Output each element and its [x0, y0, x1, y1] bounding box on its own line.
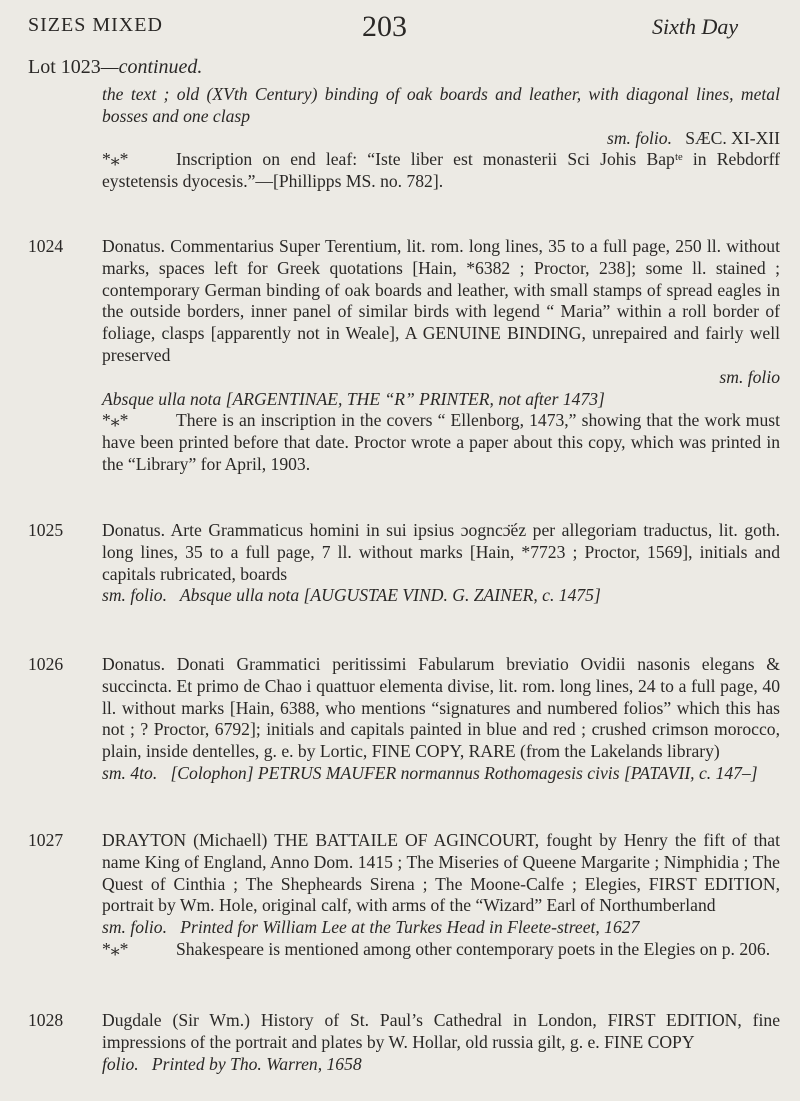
lot-1023-size-line: [102, 128, 780, 150]
continued-label: —continued.: [100, 56, 203, 78]
lot-1027-note-text: Shakespeare is mentioned among other contemporary poets in the Elegies on p. 206.: [176, 938, 771, 959]
lot-number-1026: 1026: [28, 654, 64, 674]
lot-continued-header: [28, 56, 202, 79]
lot-number-1025: 1025: [28, 520, 64, 540]
lot-1028-description: Dugdale (Sir Wm.) History of St. Paul’s Cathedral in London, FIRST EDITION, fine impressions of the portrait and plates by W. Hollar, old russia gilt, g. e. FINE COPY: [102, 1010, 780, 1052]
lot-1027-note: [102, 939, 780, 961]
page-number: 203: [362, 10, 407, 43]
lot-1028-size: folio.: [102, 1053, 139, 1074]
lot-1025-imprint: Absque ulla nota [AUGUSTAE VIND. G. ZAINER, c. 1475]: [179, 585, 601, 606]
lot-1024-size: sm. folio: [719, 366, 780, 387]
lot-1025-description: Donatus. Arte Grammaticus homini in sui ipsius ɔogncɔ̈éz per allegoriam traductus, lit. goth. long lines, 35 to a full page, 7 ll. without marks [Hain, *7723 ; Proctor, 1569], initials and capitals rubricated, boards: [102, 520, 780, 584]
lot-1026-imprint-line: [102, 763, 780, 785]
lot-1024-entry: [28, 236, 780, 476]
lot-1028-entry: [28, 1010, 780, 1075]
lot-1024-description: Donatus. Commentarius Super Terentium, lit. rom. long lines, 35 to a full page, 250 ll. without marks, spaces left for Greek quotations [Hain, *6382 ; Proctor, 238]; some ll. stained ; contemporary German binding of oak boards and leather, with small stamps of spread eagles in the outside borders, inner panel of similar birds with legend “ Maria” within a roll border of foliage, clasps [apparently not in Weale], A GENUINE BINDING, unrepaired and fairly well preserved: [102, 236, 780, 365]
lot-1023-note-text: Inscription on end leaf: “Iste liber est monasterii Sci Johis Bapᵗᵉ in Rebdorff eystetensis dyocesis.”—[Phillipps MS. no. 782].: [102, 149, 780, 192]
lot-1025-entry: [28, 520, 780, 607]
lot-1027-size: sm. folio.: [102, 917, 168, 938]
lot-number: 1023: [60, 56, 101, 78]
lot-1023-date: SÆC. XI-XII: [685, 127, 780, 148]
running-head-left: SIZES MIXED: [28, 14, 163, 36]
note-asterism: *⁎*: [102, 149, 129, 170]
lot-number-1028: 1028: [28, 1010, 64, 1030]
note-asterism: *⁎*: [102, 410, 129, 431]
lot-1025-imprint-line: [102, 585, 780, 607]
lot-1028-imprint: Printed by Tho. Warren, 1658: [151, 1053, 362, 1074]
lot-1023-note: [102, 149, 780, 193]
lot-number-1027: 1027: [28, 830, 64, 850]
lot-1023-description: the text ; old (XVth Century) binding of oak boards and leather, with diagonal lines, metal bosses and one clasp: [102, 84, 780, 126]
note-asterism: *⁎*: [102, 938, 129, 959]
lot-1026-description: Donatus. Donati Grammatici peritissimi Fabularum breviatio Ovidii nasonis elegans & succincta. Et primo de Chao i quattuor elementa divise, lit. rom. long lines, 24 to a full page, 40 ll. without marks [Hain, 6388, who mentions “signatures and numbered folios” which this has not ; ? Proctor, 6792]; initials and capitals painted in blue and red ; crushed crimson morocco, plain, inside dentelles, g. e. by Lortic, FINE COPY, RARE (from the Lakelands library): [102, 654, 780, 762]
lot-1027-entry: [28, 830, 780, 961]
lot-1024-note-text: There is an inscription in the covers “ Ellenborg, 1473,” showing that the work must have been printed before that date. Proctor wrote a paper about this copy, which was printed in the “Library” for April, 1903.: [102, 410, 780, 474]
lot-1024-note: [102, 410, 780, 475]
lot-word: Lot: [28, 56, 56, 78]
running-head-right: Sixth Day: [652, 14, 739, 39]
lot-1027-imprint: Printed for William Lee at the Turkes Head in Fleete-street, 1627: [180, 917, 640, 938]
lot-1026-imprint: [Colophon] PETRUS MAUFER normannus Rothomagesis civis [PATAVII, c. 147–]: [170, 762, 758, 783]
lot-1024-imprint: Absque ulla nota [ARGENTINAE, THE “R” PRINTER, not after 1473]: [102, 388, 605, 409]
lot-1027-description: DRAYTON (Michaell) THE BATTAILE OF AGINCOURT, fought by Henry the fift of that name King of England, Anno Dom. 1415 ; The Miseries of Queene Margarite ; Nimphidia ; The Quest of Cinthia ; The Shepheards Sirena ; The Moone-Calfe ; Elegies, FIRST EDITION, portrait by Wm. Hole, original calf, with arms of the “Wizard” Earl of Northumberland: [102, 830, 780, 916]
lot-1023-entry: [28, 84, 780, 193]
lot-1023-size: sm. folio.: [606, 127, 672, 148]
lot-1026-size: sm. 4to.: [102, 762, 158, 783]
lot-1028-imprint-line: [102, 1054, 780, 1076]
lot-1026-entry: [28, 654, 780, 785]
lot-1027-imprint-line: [102, 917, 780, 939]
lot-number-1024: 1024: [28, 236, 64, 256]
lot-1025-size: sm. folio.: [102, 585, 168, 606]
running-head: [0, 10, 800, 44]
